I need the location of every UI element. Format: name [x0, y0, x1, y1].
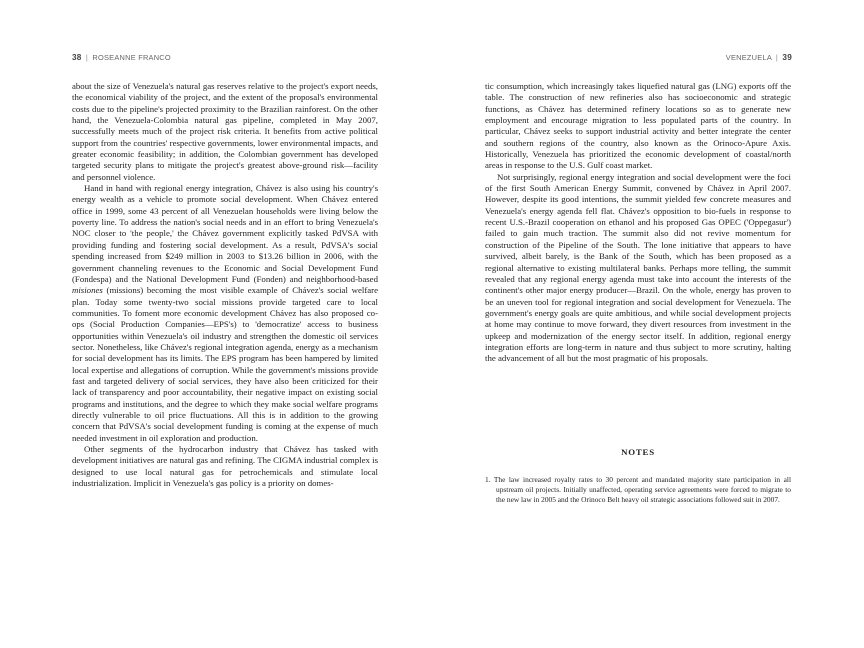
- page-number: 38: [72, 53, 82, 62]
- paragraph: Not surprisingly, regional energy integration and social development were the foci of the first South American Energy Summit, convened by Chávez in April 2007. However, despite its good intentions, the summit yielded few concrete measures and Venezuela's energy agenda fell flat. Chávez's opposition to bio-fuels in response to recent U.S.-Brazil cooperation on ethanol and his proposed Gas OPEC ('Oppegasur') failed to gain much traction. The summit also did not revive momentum for construction of the Pipeline of the South. The lone initiative that appears to have survived, albeit barely, is the Bank of the South, which has been proposed as a regional alternative to existing multilateral banks. Perhaps more telling, the summit revealed that any regional energy agenda must take into account the interests of the continent's other major energy producer—Brazil. On the whole, energy has proven to be an uneven tool for regional integration and social development for Venezuela. The government's energy goals are quite ambitious, and while social development projects at home may continue to move forward, they divert resources from investment in the upkeep and modernization of the energy sector itself. In addition, regional energy integration efforts are long-term in nature and thus subject to more scrutiny, halting the advancement of all but the most pragmatic of his proposals.: [485, 171, 791, 364]
- running-head-right: [726, 53, 792, 62]
- running-head-left: [72, 53, 171, 62]
- running-head-author: ROSEANNE FRANCO: [92, 53, 171, 62]
- footnote: 1. The law increased royalty rates to 30 percent and mandated majority state participation in all upstream oil projects. Initially unaffected, operating service agreements were forced to migrate to the new law in 2005 and the Orinoco Belt heavy oil strategic associations followed suit in 2007.: [485, 475, 791, 505]
- notes-list: [485, 475, 791, 505]
- notes-heading: NOTES: [621, 447, 655, 457]
- paragraph: about the size of Venezuela's natural gas reserves relative to the project's export needs, the economical viability of the project, and the extent of the proposal's environmental costs due to the pipeline's projected proximity to the Brazilian rainforest. On the other hand, the Venezuela-Colombia natural gas pipeline, completed in May 2007, successfully meets much of the project risk criteria. It benefits from active political support from the countries' respective governments, lower environmental impacts, and greater economic feasibility; in addition, the Colombian government has developed targeted security plans to mitigate the project's greatest above-ground risk—facility and personnel violence.: [72, 81, 378, 182]
- page-number: 39: [782, 53, 792, 62]
- body-text-left: [72, 81, 378, 489]
- paragraph-text: (missions) becoming the most visible example of Chávez's social welfare plan. Today some twenty-two social missions provide targeted care to local communities. To foment more economic development Chávez has also proposed co-ops (Social Production Companies—EPS's) to 'democratize' access to business opportunities within Venezuela's oil industry and strengthen the domestic oil services sector. Nonetheless, like Chávez's regional integration agenda, energy as a mechanism for social development has its limits. The EPS program has been hampered by limited local expertise and allegations of corruption. While the government's missions provide fast and targeted delivery of social services, they have also been criticized for their lack of transparency and poor accountability, their negative impact on existing social programs and institutions, and the degree to which they make social welfare programs directly vulnerable to oil price fluctuations. All this is in addition to the growing concern that PdVSA's social development funding is coming at the expense of much needed investment in oil exploration and production.: [72, 285, 378, 443]
- running-head-separator: |: [775, 53, 779, 62]
- right-page: [432, 0, 864, 648]
- paragraph-text: Hand in hand with regional energy integration, Chávez is also using his country's energy wealth as a vehicle to promote social development. When Chávez entered office in 1999, some 43 percent of all Venezuelan households were living below the poverty line. To address the nation's social needs and in an effort to bring Venezuela's NOC closer to 'the people,' the Chávez government explicitly tasked PdVSA with providing funding and fostering social development. As a result, PdVSA's social spending increased from $249 million in 2003 to $13.26 billion in 2006, with the government channeling revenues to the Economic and Social Development Fund (Fondespa) and the National Development Fund (Fonden) and neighborhood-based: [72, 183, 378, 284]
- paragraph: Other segments of the hydrocarbon industry that Chávez has tasked with development initiatives are natural gas and refining. The CIGMA industrial complex is designed to use local natural gas for petrochemicals and stimulate local industrialization. Implicit in Venezuela's gas policy is a priority on domes-: [72, 444, 378, 489]
- running-head-separator: |: [85, 53, 89, 62]
- paragraph: tic consumption, which increasingly takes liquefied natural gas (LNG) exports off the table. The construction of new refineries also has socioeconomic and strategic functions, as Chávez has determined refinery locations so as to generate new employment and encourage migration to less populated parts of the country. In particular, Chávez seeks to support industrial activity and better integrate the center and southern regions of the country, also known as the Orinoco-Apure Axis. Historically, Venezuela has prioritized the economic development of coastal/north areas in response to the U.S. Gulf coast market.: [485, 81, 791, 171]
- italic-term: misiones: [72, 285, 103, 296]
- body-text-right: [485, 81, 791, 365]
- running-head-title: VENEZUELA: [725, 53, 772, 62]
- paragraph: [72, 183, 378, 444]
